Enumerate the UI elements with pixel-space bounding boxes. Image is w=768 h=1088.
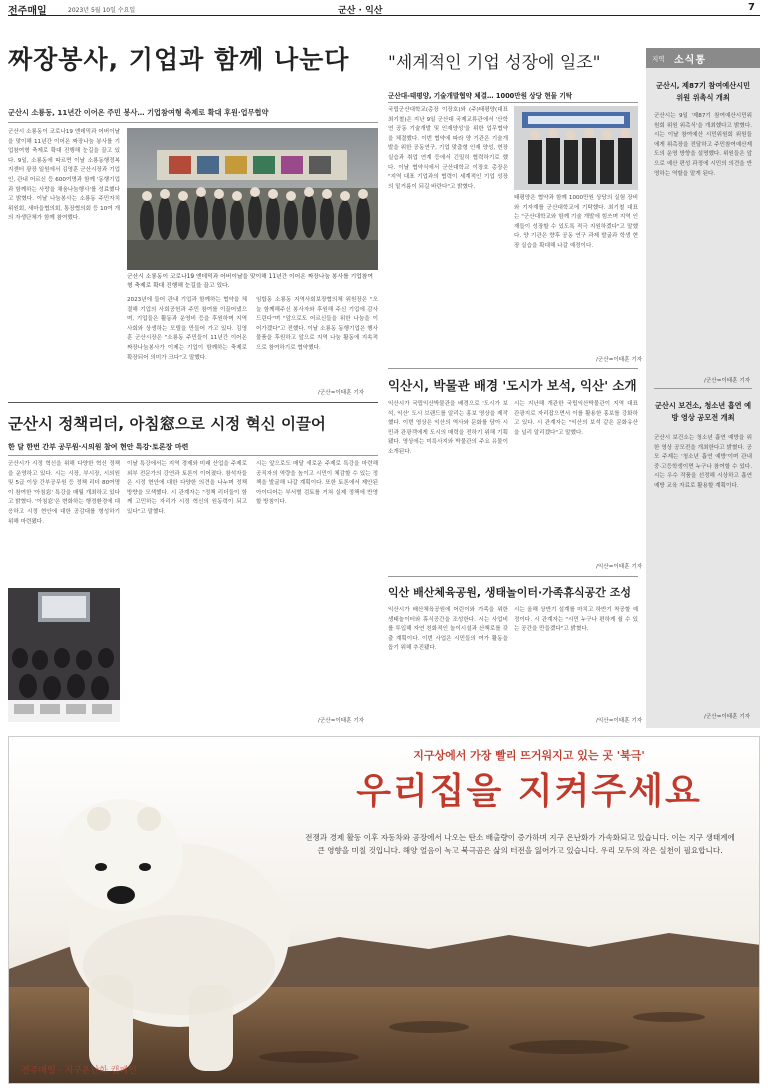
sidebar-item-1-body: 군산시는 9일 '제87기 참여예산시민위원회 위원 위촉식'을 개최했다고 밝혔다. 시는 이날 참여예산 시민위원회 위원들에게 위촉장을 전달하고 주민참여예산제도의 운영 방향을 설명했다. 위원들은 앞으로 예산 편성 과정에 시민의 의견을 반영하는 역할을 맡게 된다. — [654, 113, 752, 177]
ad-tagline: 지구상에서 가장 빨리 뜨거워지고 있는 곳 '북극' — [413, 749, 645, 762]
lead-photo — [127, 128, 378, 270]
story5-body-col2: 시는 올해 상반기 설계를 마치고 하반기 착공할 예정이다. 시 관계자는 "시민 누구나 편하게 쉴 수 있는 공간을 만들겠다"고 밝혔다. — [514, 607, 638, 633]
lead-body-col3: 임합동 소룡동 지역사회보장협의체 위원장은 "오늘 함께해주신 봉사자와 후원해 주신 기업에 감사드린다"며 "앞으로도 어르신들을 위한 나눔을 이어가겠다"고 전했다. 이날 소룡동 동행기업은 행사 물품을 후원하고 앞으로 지역 나눔 활동에 지속적으로 참여하기로 협약했다. — [256, 297, 378, 351]
story3-byline: /군산=이태훈 기자 — [318, 718, 365, 724]
story2-subhead: 군산대-태평양, 기술개발협약 체결… 1000만원 상당 현물 기탁 — [388, 92, 573, 100]
ad-body: 전쟁과 경제 활동 이후 자동차와 공장에서 나오는 탄소 배출량이 증가하며 지구 온난화가 가속화되고 있습니다. 이는 지구 생태계에 큰 영향을 미칠 것입니다. 해양 얼음이 녹고 북극곰은 삶의 터전을 잃어가고 있습니다. 우리 모두의 작은 실천이 필요합니다. — [305, 833, 735, 855]
story2-body-col2: 태평양은 협약과 함께 1000만원 상당의 실험 장비와 기자재를 군산대학교에 기탁했다. 최기철 대표는 "군산대학교와 함께 기술 개발에 힘쓰며 지역 인재들이 성장할 수 있도록 적극 지원하겠다"고 말했다. 양 기관은 향후 공동 연구 과제 발굴과 학생 현장 실습을 확대해 나갈 예정이다. — [514, 195, 638, 249]
sidebar-item-2-headline: 군산시 보건소, 청소년 흡연 예방 영상 공모전 개최 — [654, 401, 752, 422]
story3-body-col2: 이날 특강에서는 지역 경제와 미래 산업을 주제로 외부 전문가의 강연과 토론이 이어졌다. 참석자들은 시정 현안에 대한 다양한 의견을 나누며 정책 방향을 모색했다. 시 관계자는 "정책 리더들이 함께 고민하는 자리가 시정 혁신의 원동력이 되고 있다"고 말했다. — [127, 461, 247, 515]
lead-photo-image — [127, 128, 378, 270]
story3-headline: 군산시 정책리더, 아침窓으로 시정 혁신 이끌어 — [8, 415, 326, 433]
story2-body-col1: 국립군산대학교(총장 이장호)와 (주)태평양(대표 최기철)은 지난 9일 군산대 국제교류관에서 '산학연 공동 기술개발 및 인재양성'을 위한 업무협약을 체결했다. 이번 협약에 따라 양 기관은 기술개발을 위한 공동연구, 기업 맞춤형 인재 양성, 현장실습과 취업 연계 등에서 긴밀히 협력하기로 했다. 이날 협약식에서 군산대학교 이장호 총장은 "지역 대표 기업과의 협력이 세계적인 기업 성장의 밑거름이 되길 바란다"고 밝혔다. — [388, 107, 508, 190]
sidebar — [646, 48, 760, 728]
sidebar-item-2-body: 군산시 보건소는 청소년 흡연 예방을 위한 영상 공모전을 개최한다고 밝혔다. 공모 주제는 '청소년 흡연 예방'이며 관내 중·고등학생이면 누구나 참여할 수 있다. 시는 우수 작품을 선정해 시상하고 흡연 예방 교육 자료로 활용할 계획이다. — [654, 435, 752, 489]
lead-headline-wrap — [8, 40, 378, 80]
story4-body-col2: 시는 지난해 개관한 국립익산박물관이 지역 대표 관광지로 자리잡으면서 이를 활용한 홍보를 강화하고 있다. 시 관계자는 "익산의 보석 같은 문화유산을 널리 알리겠다"고 말했다. — [514, 401, 638, 436]
masthead — [8, 2, 760, 16]
story3-body-col1: 군산시가 시정 혁신을 위해 다양한 혁신 정책을 운영하고 있다. 시는 시장, 부시장, 시의원 및 5급 이상 간부공무원 등 정책 리더 80여명이 참여한 '아침窓' 특강을 매월 개최하고 있다고 밝혔다. '아침窓'은 변화하는 행정환경에 대응하고 시정 현안에 대한 공감대를 형성하기 위해 마련됐다. — [8, 461, 120, 525]
lead-headline: 짜장봉사, 기업과 함께 나눈다 — [8, 45, 350, 74]
ad-footer: 전주매일 · 지구온난화 캠페인 — [21, 1066, 137, 1076]
story4-body-col1: 익산시가 국립익산박물관을 배경으로 '도시가 보석, 익산' 도시 브랜드를 알리는 홍보 영상을 제작했다. 이번 영상은 익산의 역사와 문화를 담아 시민과 관광객에게 도시의 매력을 전하기 위해 기획됐다. 영상에는 미륵사지와 박물관의 주요 유물이 소개된다. — [388, 401, 508, 455]
sidebar-item-2-byline: /군산=이태훈 기자 — [704, 714, 751, 720]
story5-byline: /익산=이태훈 기자 — [596, 718, 643, 724]
story4-byline: /익산=이태훈 기자 — [596, 564, 643, 570]
story3-photo-image — [8, 588, 120, 722]
page-number: 7 — [748, 2, 755, 13]
lead-byline: /군산=이태훈 기자 — [318, 390, 365, 396]
lead-subhead: 군산시 소룡동, 11년간 이어온 주민 봉사… 기업참여형 축제로 확대 후원·업무협약 — [8, 108, 269, 117]
story2-byline: /군산=이태훈 기자 — [596, 357, 643, 363]
sidebar-label: 지역 — [652, 55, 665, 63]
section-name: 군산 · 익산 — [338, 6, 383, 16]
lead-body-col1: 군산시 소룡동이 코로나19 엔데믹과 어버이날을 맞이해 11년간 이어온 짜장나눔 봉사를 기업참여형 축제로 확대 진행해 눈길을 끌고 있다. 9일, 소룡동에 따르면 이날 소룡동행정복지센터 광장 일원에서 김영훈 군산시장과 기업인, 관내 어르신 등 600여명과 함께 '동행기업과 함께하는 사랑을 채움나눔행사'를 성료했다고 밝혔다. 이날 나눔봉사는 소룡동 주민자치위원회, 새마을협의회, 통장협의회 등 10여 개의 자생단체가 함께 참여했다. — [8, 129, 120, 222]
sidebar-title: 소식통 — [674, 55, 706, 66]
sidebar-item-1-byline: /군산=이태훈 기자 — [704, 378, 751, 384]
story2-headline: "세계적인 기업 성장에 일조" — [388, 53, 601, 73]
ad-banner — [8, 736, 760, 1084]
story2-photo-image — [514, 106, 638, 190]
story3-subhead: 한 달 한번 간부 공무원·시의원 참여 현안 특강·토론장 마련 — [8, 443, 189, 451]
paper-name: 전주매일 — [8, 6, 47, 17]
sidebar-header — [646, 48, 760, 68]
lead-photo-caption: 군산시 소룡동이 코로나19 엔데믹과 어버이날을 맞이해 11년간 이어온 짜장나눔 봉사를 기업참여형 축제로 확대 진행해 눈길을 끌고 있다. — [127, 274, 373, 289]
story4-headline: 익산시, 박물관 배경 '도시가 보석, 익산' 소개 — [388, 378, 637, 393]
polar-bear-image — [29, 775, 289, 1075]
ad-title: 우리집을 지켜주세요 — [356, 771, 702, 812]
story3-body-col3: 시는 앞으로도 매달 새로운 주제로 특강을 마련해 공직자의 역량을 높이고 시민이 체감할 수 있는 정책을 발굴해 나갈 계획이다. 또한 토론에서 제안된 아이디어는 부서별 검토를 거쳐 실제 정책에 반영할 방침이다. — [256, 461, 378, 506]
story5-headline: 익산 배산체육공원, 생태놀이터·가족휴식공간 조성 — [388, 586, 631, 599]
story3-photo — [8, 588, 120, 722]
lead-body-col2: 2023년에 들어 관내 기업과 함께하는 협약을 체결해 기업의 사회공헌과 주민 참여를 이끌어냈으며, 기업들은 활동과 운영비 등을 후원하며 지역사회와 상생하는 모델을 만들어 가고 있다. 김영훈 군산시장은 "소룡동 주민들이 11년간 이어온 짜장나눔봉사가 이제는 기업이 함께하는 축제로 확장되어 의미가 크다"고 말했다. — [127, 297, 247, 361]
issue-date: 2023년 5월 10일 수요일 — [68, 7, 136, 14]
sidebar-item-1-headline: 군산시, 제87기 참여예산시민위원 위촉식 개최 — [655, 81, 751, 102]
story2-photo — [514, 106, 638, 190]
story5-body-col1: 익산시가 배산체육공원에 어린이와 가족을 위한 생태놀이터와 휴식공간을 조성한다. 시는 사업비를 투입해 자연 친화적인 놀이시설과 산책로를 갖출 계획이다. 이번 사업은 시민들의 여가 활동을 돕기 위해 추진됐다. — [388, 607, 508, 652]
